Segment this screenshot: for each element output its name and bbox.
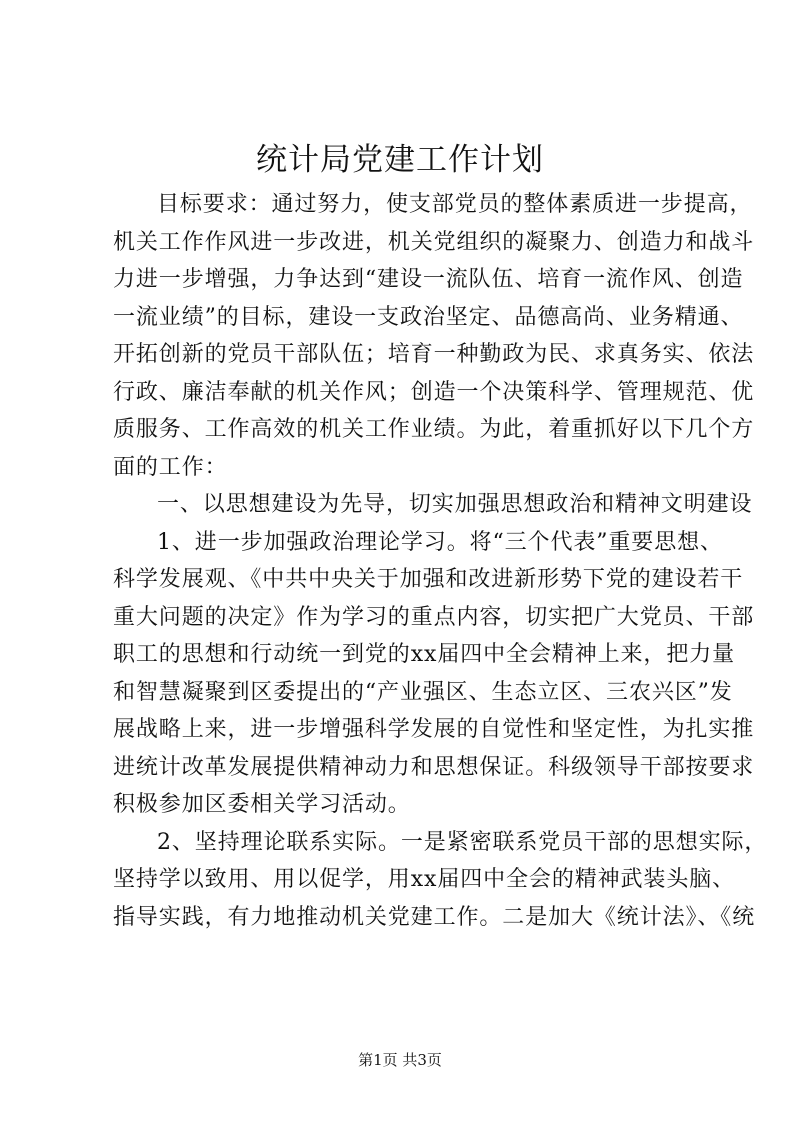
body-line: 2、坚持理论联系实际。一是紧密联系党员干部的思想实际， [157, 829, 768, 855]
body-line: 科学发展观、《中共中央关于加强和改进新形势下党的建设若干 [113, 567, 744, 592]
body-line: 机关工作作风进一步改进，机关党组织的凝聚力、创造力和战斗 [113, 229, 755, 255]
body-line: 职工的思想和行动统一到党的xx届四中全会精神上来，把力量 [113, 642, 736, 667]
body-line: 一流业绩”的目标，建设一支政治坚定、品德高尚、业务精通、 [113, 304, 744, 330]
body-line: 进统计改革发展提供精神动力和思想保证。科级领导干部按要求 [113, 754, 755, 780]
body-line: 质服务、工作高效的机关工作业绩。为此，着重抓好以下几个方 [113, 417, 755, 442]
body-line: 指导实践，有力地推动机关党建工作。二是加大《统计法》、《统 [113, 904, 756, 930]
body-line: 坚持学以致用、用以促学，用xx届四中全会的精神武装头脑、 [113, 867, 736, 892]
body-line: 开拓创新的党员干部队伍；培育一种勤政为民、求真务实、依法 [113, 342, 755, 367]
body-line: 力进一步增强，力争达到“建设一流队伍、培育一流作风、创造 [113, 267, 744, 292]
document-title: 统计局党建工作计划 [256, 142, 544, 178]
body-line: 行政、廉洁奉献的机关作风；创造一个决策科学、管理规范、优 [113, 379, 755, 405]
body-line: 面的工作： [113, 454, 228, 480]
section-heading: 一、以思想建设为先导，切实加强思想政治和精神文明建设 [157, 492, 753, 517]
body-line: 目标要求：通过努力，使支部党员的整体素质进一步提高， [157, 192, 753, 217]
page-footer: 第1页 共3页 [358, 1051, 442, 1069]
body-line: 重大问题的决定》作为学习的重点内容，切实把广大党员、干部 [113, 604, 755, 630]
document-body [113, 186, 768, 936]
body-line: 1、进一步加强政治理论学习。将“三个代表”重要思想、 [157, 529, 723, 555]
body-line: 展战略上来，进一步增强科学发展的自觉性和坚定性，为扎实推 [113, 717, 755, 742]
body-line: 积极参加区委相关学习活动。 [113, 792, 411, 817]
body-line: 和智慧凝聚到区委提出的“产业强区、生态立区、三农兴区”发 [113, 679, 733, 705]
